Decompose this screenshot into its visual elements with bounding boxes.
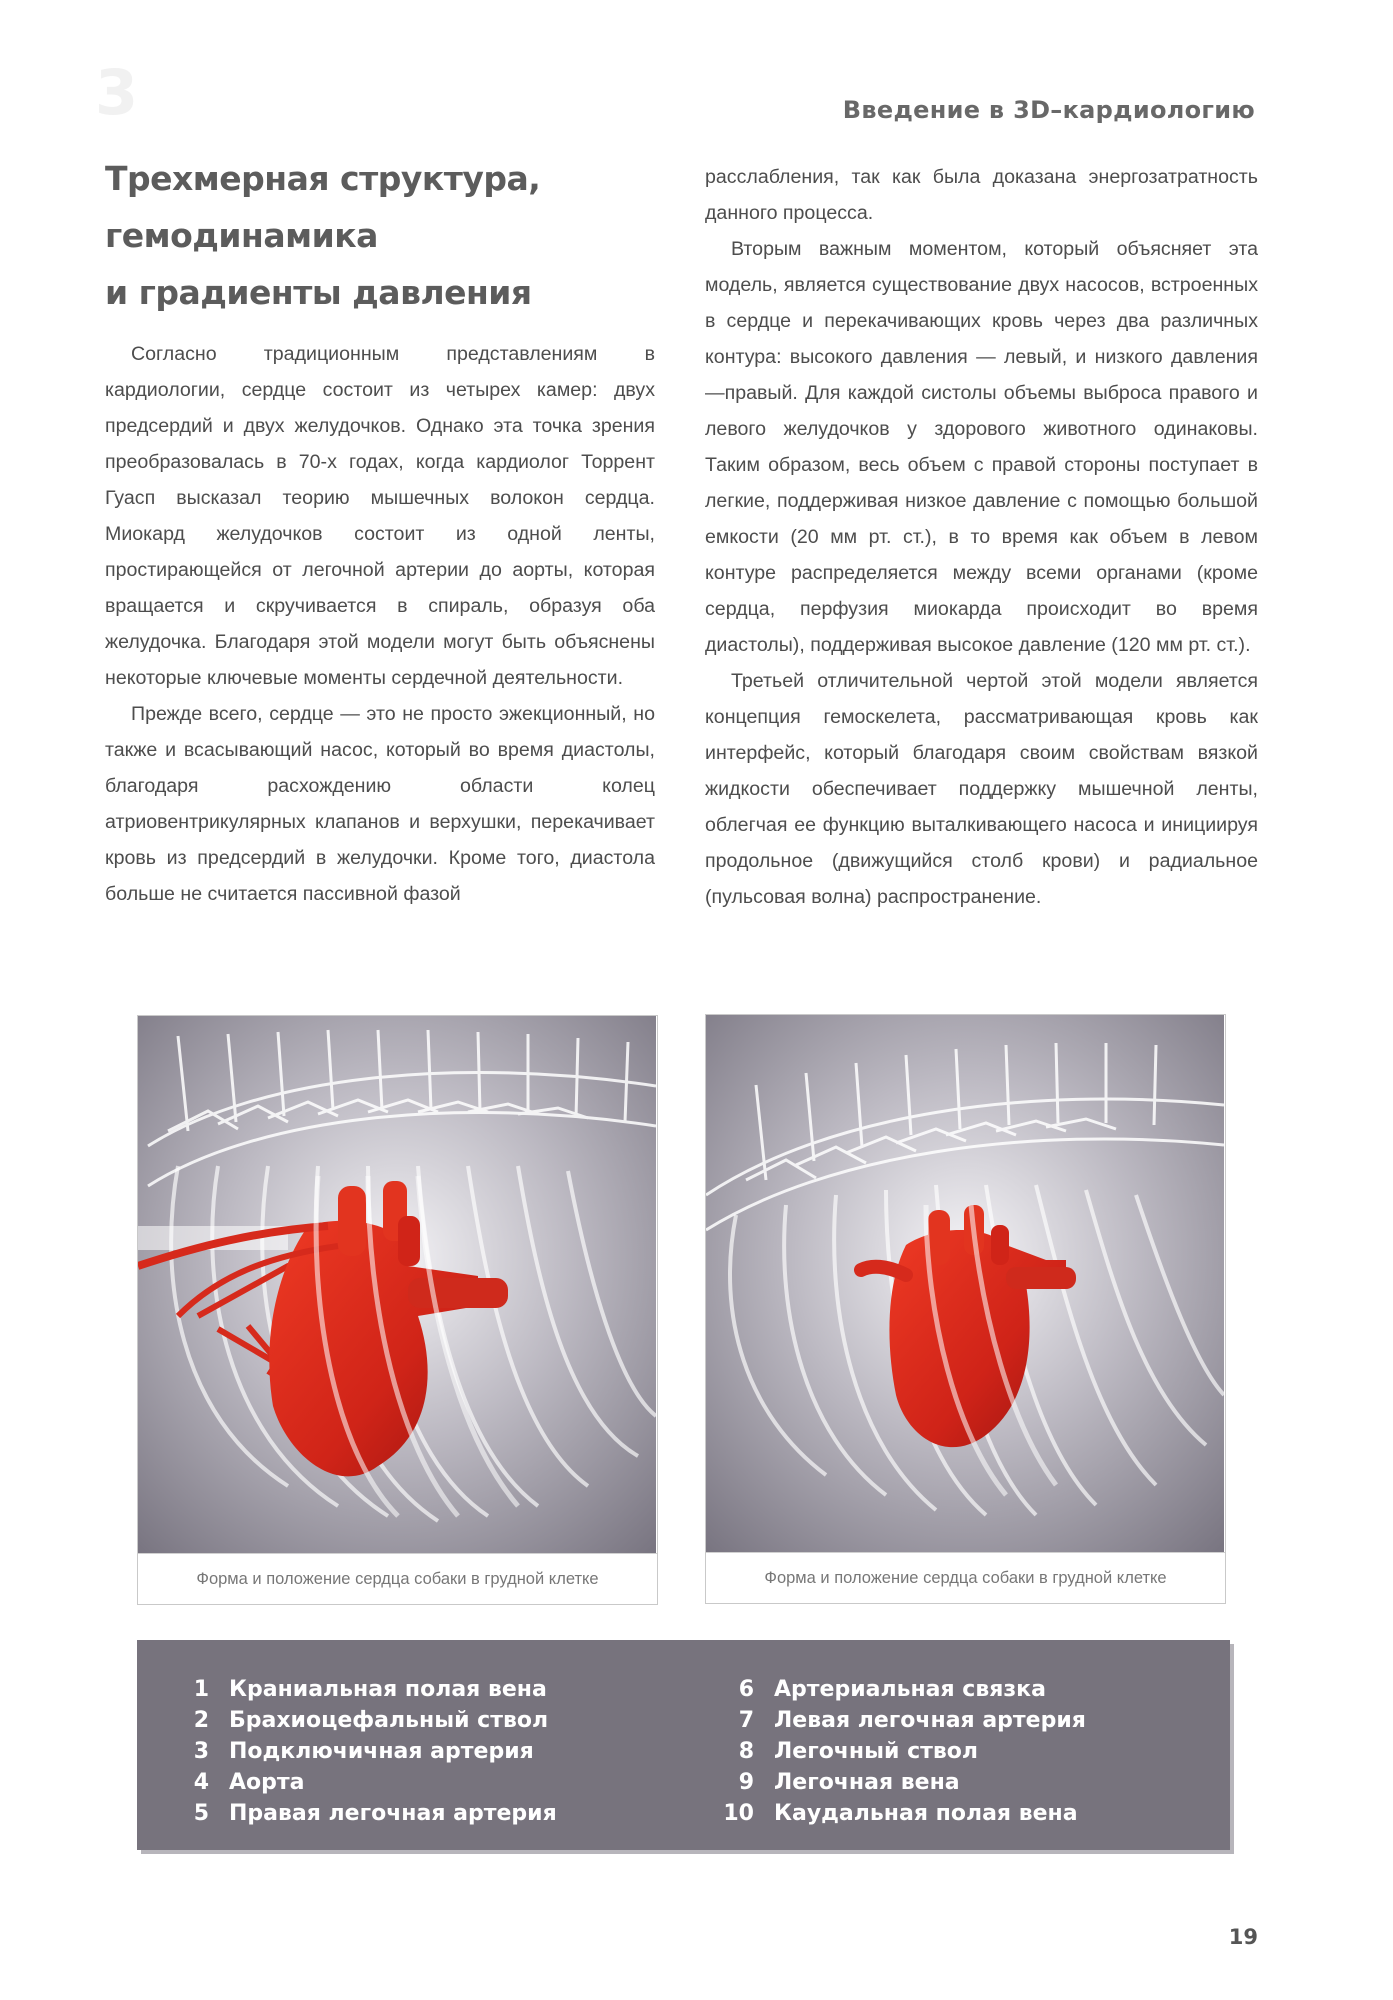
paragraph: Прежде всего, сердце — это не просто эжекционный, но также и всасывающий насос, который во время диастолы, благодаря расхождению области колец атриовентрикулярных клапанов и верхушки, перекачивает кровь из предсердий в желудочки. Кроме того, диастола больше не считается пассивной фазой: [105, 703, 655, 905]
legend-item: [177, 1767, 557, 1798]
legend-label: Каудальная полая вена: [774, 1801, 1078, 1826]
legend-item: [722, 1705, 1086, 1736]
legend-item: [177, 1736, 557, 1767]
legend-item: [177, 1674, 557, 1705]
legend-item: [177, 1798, 557, 1829]
legend-column: [722, 1674, 1086, 1829]
paragraph: Третьей отличительной чертой этой модели является концепция гемоскелета, рассматривающая кровь как интерфейс, который благодаря своим свойствам вязкой жидкости обеспечивает поддержку мышечной ленты, облегчая ее функцию выталкивающего насоса и инициируя продольное (движущийся столб крови) и радиальное (пульсовая волна) распространение.: [705, 670, 1258, 908]
heart-thorax-illustration: [138, 1016, 656, 1554]
heart-thorax-illustration: [706, 1015, 1224, 1553]
paragraph: расслабления, так как была доказана энергозатратность данного процесса.: [705, 166, 1258, 224]
legend-item: [722, 1767, 1086, 1798]
legend-number: 10: [723, 1801, 754, 1826]
right-column: [705, 159, 1258, 915]
legend-label: Правая легочная артерия: [229, 1801, 557, 1826]
legend-label: Подключичная артерия: [229, 1739, 534, 1764]
figure-heart-illustration-right: [705, 1014, 1226, 1604]
paragraph: Согласно традиционным представлениям в кардиологии, сердце состоит из четырех камер: двух предсердий и двух желудочков. Однако эта точка зрения преобразовалась в 70-х годах, когда кардиолог Торрент Гуасп высказал теорию мышечных волокон сердца. Миокард желудочков состоит из одной ленты, простирающейся от легочной артерии до аорты, которая вращается и скручивается в спираль, образуя оба желудочка. Благодаря этой модели могут быть объяснены некоторые ключевые моменты сердечной деятельности.: [105, 343, 655, 689]
legend-number: 1: [193, 1677, 209, 1702]
legend-label: Легочный ствол: [774, 1739, 979, 1764]
legend-label: Левая легочная артерия: [774, 1708, 1086, 1733]
legend-label: Краниальная полая вена: [229, 1677, 547, 1702]
legend-label: Легочная вена: [774, 1770, 960, 1795]
legend-item: [177, 1705, 557, 1736]
figure-caption: Форма и положение сердца собаки в грудной клетке: [138, 1553, 657, 1604]
page-number: 19: [1228, 1925, 1258, 1949]
legend-number: 9: [738, 1770, 754, 1795]
legend-item: [722, 1798, 1086, 1829]
title-line: Трехмерная структура,: [105, 159, 541, 198]
legend-number: 8: [738, 1739, 754, 1764]
article-title: [105, 150, 665, 321]
legend-number: 7: [738, 1708, 754, 1733]
legend-item: [722, 1736, 1086, 1767]
legend-number: 3: [193, 1739, 209, 1764]
anatomy-legend: [137, 1640, 1230, 1850]
legend-label: Брахиоцефальный ствол: [229, 1708, 549, 1733]
title-line: гемодинамика: [105, 216, 378, 255]
legend-number: 5: [193, 1801, 209, 1826]
figure-heart-illustration-left: [137, 1015, 658, 1605]
legend-column: [177, 1674, 557, 1829]
legend-number: 2: [193, 1708, 209, 1733]
legend-label: Артериальная связка: [774, 1677, 1046, 1702]
title-line: и градиенты давления: [105, 273, 532, 312]
chapter-number: 3: [95, 56, 137, 129]
left-column: [105, 336, 655, 912]
legend-number: 4: [193, 1770, 209, 1795]
legend-item: [722, 1674, 1086, 1705]
paragraph: Вторым важным моментом, который объясняет эта модель, является существование двух насосов, встроенных в сердце и перекачивающих кровь через два различных контура: высокого давления — левый, и низкого давления —правый. Для каждой систолы объемы выброса правого и левого желудочков у здорового животного одинаковы. Таким образом, весь объем с правой стороны поступает в легкие, поддерживая низкое давление с помощью большой емкости (20 мм рт. ст.), в то время как объем в левом контуре распределяется между всеми органами (кроме сердца, перфузия миокарда происходит во время диастолы), поддерживая высокое давление (120 мм рт. ст.).: [705, 238, 1258, 656]
legend-label: Аорта: [229, 1770, 305, 1795]
running-head: Введение в 3D–кардиологию: [842, 96, 1255, 124]
figure-caption: Форма и положение сердца собаки в грудной клетке: [706, 1552, 1225, 1603]
legend-number: 6: [738, 1677, 754, 1702]
